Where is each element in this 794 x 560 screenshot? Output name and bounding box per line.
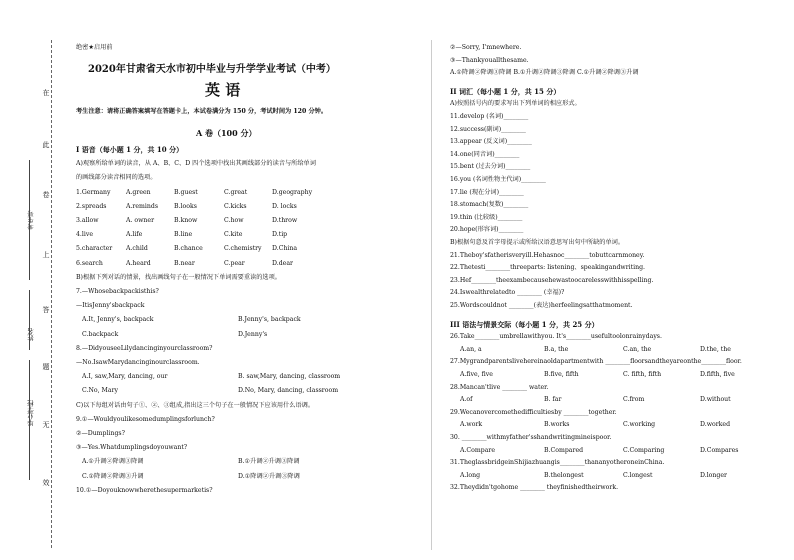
- exam-number-line: [29, 160, 30, 280]
- answer-option: B.know: [174, 217, 198, 224]
- question-line: 8.—DidyouseeLilydancinginyourclassroom?: [76, 344, 213, 352]
- answer-option: C.how: [224, 217, 244, 224]
- answer-option: D.Compares: [700, 446, 739, 454]
- school-line: [29, 360, 30, 480]
- question-line: 27.Mygrandparentslivehereinaoldapartmentwith ________floorsandtheyareonthe________floor.: [450, 358, 742, 366]
- question-line: 30. ________withmyfather'sshandwritingmineispoor.: [450, 434, 612, 441]
- answer-option: A.It, Jenny's, backpack: [82, 316, 154, 324]
- volume-a-title: A 卷（100 分）: [196, 128, 257, 138]
- column-divider: [431, 40, 432, 550]
- question-line: 17.lie (现在分词)________: [450, 188, 524, 196]
- binding-char: 答: [42, 306, 50, 314]
- name-line: [29, 290, 30, 350]
- question-line: 10.①—Doyouknowwherethesupermarketis?: [76, 486, 213, 494]
- question-word: 5.character: [76, 245, 113, 253]
- answer-option: D.China: [272, 245, 298, 253]
- question-line: 18.stomach(复数)________: [450, 201, 529, 209]
- exam-title: 2020年甘肃省天水市初中毕业与升学学业考试（中考）: [88, 64, 336, 75]
- answer-option: A. owner: [126, 217, 155, 224]
- answer-option: D.Jenny's: [238, 330, 268, 338]
- question-line: 22.Thetesti________threeparts: listening、speakingandwriting.: [450, 264, 646, 272]
- answer-option: C.an, the: [623, 345, 652, 353]
- answer-option: D. locks: [272, 202, 297, 210]
- question-line: 24.Iswealthrelatedto ________ (幸福)?: [450, 289, 565, 297]
- binding-char: 上: [42, 251, 50, 259]
- question-line: B)根据下列对话的情景，找出画线句子在一般情况下单词需要重读的选项。: [76, 273, 281, 281]
- question-word: 1.Germany: [76, 188, 111, 196]
- answer-option: A.I, saw,Mary, dancing, our: [82, 373, 168, 381]
- answer-option: B.Jenny's, backpack: [238, 316, 301, 324]
- answer-option: B. far: [544, 396, 562, 404]
- binding-char: 题: [42, 363, 50, 371]
- question-line: 29.Wecanovercomethedifficultiesby ________together.: [450, 408, 617, 416]
- binding-char: 卷: [42, 191, 50, 199]
- answer-option: D.throw: [272, 217, 298, 224]
- answer-option: C.chemistry: [224, 245, 262, 253]
- question-line: A.①降调②降调③降调 B.①升调②降调③降调 C.①升调②降调③升调: [450, 69, 639, 77]
- binding-dashed-line: [51, 40, 52, 548]
- binding-char: 效: [42, 479, 50, 487]
- answer-option: A.an, a: [460, 345, 482, 353]
- answer-option: B.guest: [174, 188, 198, 196]
- answer-option: B.looks: [174, 202, 197, 210]
- answer-option: B. saw,Mary, dancing, classroom: [238, 373, 341, 381]
- confidential-mark: 绝密★启用前: [76, 44, 113, 51]
- answer-option: D.dear: [272, 259, 293, 267]
- section-heading: II 词汇（每小题 1 分，共 15 分）: [450, 86, 561, 96]
- question-word: 4.live: [76, 231, 94, 239]
- question-line: 23.Hef________theexambecausehewastoocarelesswithhisspelling.: [450, 276, 654, 284]
- answer-option: A.of: [460, 396, 473, 404]
- question-line: 的画线部分读音相同的选项。: [76, 174, 157, 182]
- answer-option: B.near: [174, 259, 195, 267]
- answer-option: C.①降调②降调③升调: [82, 472, 144, 480]
- name-label: 姓名: [27, 328, 35, 341]
- answer-option: D.longer: [700, 471, 727, 479]
- answer-option: C.great: [224, 188, 248, 196]
- binding-char: 在: [42, 89, 50, 97]
- question-line: 7.—Whosebackpackisthis?: [76, 288, 159, 295]
- answer-option: A.five, five: [460, 371, 493, 378]
- question-line: 25.Wordscouldnot ________(表达)herfeelingsatthatmoment.: [450, 302, 633, 309]
- answer-option: B.line: [174, 231, 193, 239]
- answer-option: B.works: [544, 421, 570, 429]
- answer-option: C.Comparing: [623, 446, 665, 454]
- school-label: 毕业学校: [27, 400, 35, 426]
- answer-option: A.child: [126, 245, 148, 253]
- binding-char: 此: [42, 141, 50, 149]
- answer-option: B.thelongest: [544, 471, 584, 479]
- question-line: ③—Thankyouallthesame.: [450, 56, 529, 64]
- question-word: 2.spreads: [76, 202, 107, 210]
- answer-option: C.No, Mary: [82, 387, 119, 395]
- answer-option: D.fifth, five: [700, 371, 735, 378]
- answer-option: A.work: [460, 421, 483, 429]
- question-line: 21.Theboy'sfatherisveryill.Hehasnoc________tobuttcarnmoney.: [450, 251, 645, 259]
- exam-number-label: 考生号: [27, 210, 35, 230]
- answer-option: C.pear: [224, 259, 245, 267]
- answer-option: B.a, the: [544, 345, 569, 353]
- question-line: —No.IsawMarydancinginourclassroom.: [76, 359, 200, 366]
- answer-option: D.①降调②升调③降调: [238, 472, 300, 480]
- question-line: 26.Take________umbrellawithyou. It's________usefultoolonrainydays.: [450, 333, 662, 341]
- question-line: 31.TheglassbridgeinShijiazhuangis________thananyotheroneinChina.: [450, 459, 665, 467]
- question-word: 6.search: [76, 259, 103, 267]
- answer-option: D.worked: [700, 421, 731, 429]
- question-line: ②—Sorry, I'mnewhere.: [450, 44, 522, 51]
- question-line: 32.Theydidn'tgohome ________ theyfinishedtheirwork.: [450, 484, 619, 492]
- question-line: 12.success(副词)________: [450, 125, 526, 133]
- answer-option: A.long: [460, 471, 481, 479]
- answer-option: D.No, Mary, dancing, classroom: [238, 387, 339, 395]
- answer-option: C.working: [623, 421, 656, 429]
- question-line: ③—Yes.Whatdumplingsdoyouwant?: [76, 444, 188, 452]
- answer-option: C.kicks: [224, 202, 247, 210]
- question-line: 13.appear (反义词)________: [450, 138, 532, 146]
- binding-char: 无: [42, 421, 50, 429]
- answer-option: C.longest: [623, 471, 653, 479]
- answer-option: D.without: [700, 396, 731, 404]
- question-line: 19.thin (比较级)________: [450, 213, 523, 221]
- question-word: 3.allow: [76, 217, 99, 224]
- answer-option: A.Compare: [460, 446, 496, 454]
- answer-option: B.Compared: [544, 446, 584, 454]
- answer-option: D.the, the: [700, 345, 731, 353]
- question-line: 15.bent (过去分词)________: [450, 163, 531, 171]
- question-line: 20.hope(形容词)________: [450, 226, 524, 234]
- answer-option: A.reminds: [126, 202, 159, 210]
- answer-option: D.geography: [272, 188, 313, 196]
- answer-option: A.①升调②降调③降调: [82, 458, 144, 466]
- subject-title: 英 语: [205, 81, 241, 99]
- exam-notice: 考生注意：请将正确答案填写在答题卡上，本试卷满分为 150 分，考试时间为 120 分钟。: [76, 108, 328, 115]
- question-line: A)按照括号内的要求写出下列单词的相应形式。: [450, 100, 581, 108]
- section-heading: I 语音（每小题 1 分，共 10 分）: [76, 145, 184, 154]
- answer-option: C.backpack: [82, 330, 119, 338]
- question-line: B)根据句意及首字母提示或所给汉语意思写出句中所缺的单词。: [450, 239, 625, 246]
- answer-option: B.chance: [174, 245, 203, 253]
- answer-option: B.①升调②升调③降调: [238, 458, 300, 466]
- question-line: C)以下每组对话由句子①、②、③组成,指出这三个句子在一般情况下应该用什么语调。: [76, 401, 315, 409]
- answer-option: A.green: [126, 188, 151, 196]
- question-line: 28.Mancan'tlive ________ water.: [450, 383, 549, 391]
- answer-option: D.tip: [272, 231, 288, 239]
- question-line: 11.develop (名词)________: [450, 113, 529, 120]
- answer-option: B.five, fifth: [544, 371, 579, 378]
- question-line: 16.you (名词性物主代词)________: [450, 176, 546, 183]
- question-line: —ItisJenny'sbackpack: [76, 302, 145, 310]
- answer-option: A.heard: [126, 259, 151, 267]
- answer-option: A.life: [126, 231, 143, 239]
- question-line: A)观察所给单词的读音，从 A、B、C、D 四个选项中找出其画线部分的读音与所给单词: [76, 160, 316, 168]
- question-line: 14.one(同音词)________: [450, 150, 520, 158]
- answer-option: C.from: [623, 396, 645, 404]
- section-heading: III 语法与情景交际（每小题 1 分，共 25 分）: [450, 319, 599, 329]
- question-line: ②—Dumplings?: [76, 430, 125, 437]
- question-line: 9.①—Wouldyoulikesomedumplingsforlunch?: [76, 415, 215, 423]
- answer-option: C. fifth, fifth: [623, 371, 662, 378]
- answer-option: C.kite: [224, 231, 243, 239]
